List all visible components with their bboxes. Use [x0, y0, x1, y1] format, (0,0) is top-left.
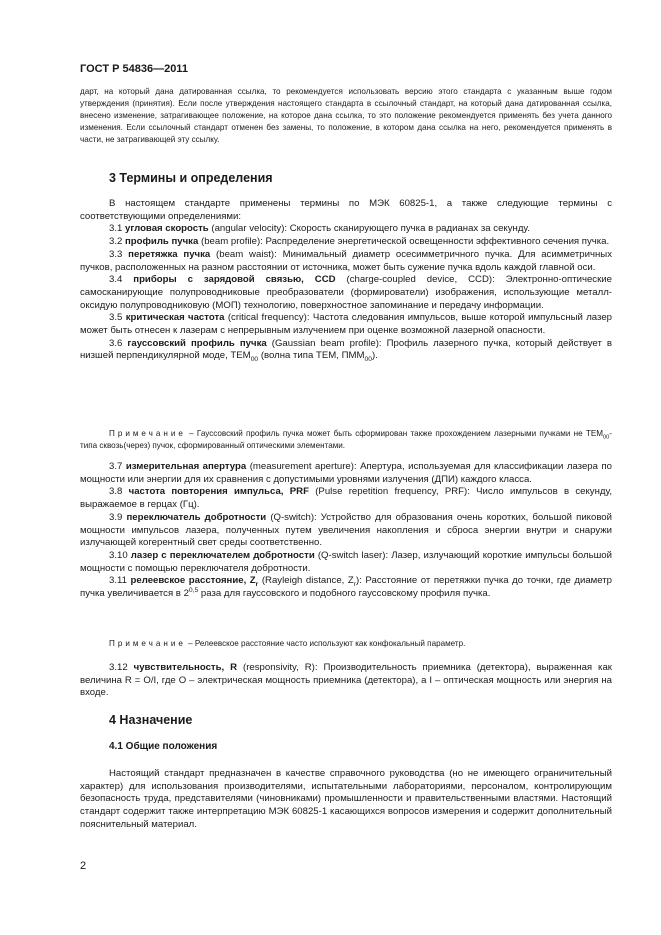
term-3-10: 3.10 лазер с переключателем добротности (Q-switch laser): Лазер, излучающий короткие импульсы большой мощности с помощью переключателя добротности. [80, 549, 612, 574]
section-4-body [80, 768, 612, 832]
intro-text: дарт, на который дана датированная ссылка, то рекомендуется использовать версию этого стандарта с указанным выше годом утверждения (принятия). Если после утверждения настоящего стандарта в ссылочный стандарт, на который дана датированная ссылка, внесено изменение, затрагивающее положение, на которое дана ссылка, то это положение рекомендуется применять без учета данного изменения. Если ссылочный стандарт отменен без замены, то положение, в котором дана ссылка на него, рекомендуется применять в части, не затрагивающей эту ссылку. [80, 87, 612, 144]
term-3-7: 3.7 измерительная апертура (measurement aperture): Апертура, используемая для классификации лазера по мощности или энергии для их сравнения с допустимыми уровнями излучения (ДПИ) каждого класса. [80, 461, 612, 485]
section-3-body-2 [80, 461, 612, 601]
document-header: ГОСТ Р 54836—2011 [80, 63, 188, 75]
term-3-4: 3.4 приборы с зарядовой связью, CCD (charge-coupled device, CCD): Электронно-оптические самосканирующие полупроводниковые преобразователи (формирователи) изображения, использующие металл-оксидую полупроводниковую (МОП) технологию, поверхностное запоминание и передачу информации. [80, 274, 612, 311]
note-1-label: Примечание [109, 429, 186, 438]
term-3-1: 3.1 угловая скорость (angular velocity): Скорость сканирующего пучка в радианах за секунду. [109, 223, 530, 235]
page-number: 2 [80, 860, 87, 872]
section-3-body-3 [80, 662, 612, 700]
section-4-heading: 4 Назначение [109, 713, 193, 727]
term-3-9: 3.9 переключатель добротности (Q-switch): Устройство для образования очень коротких, большой пиковой мощности импульсов лазера, полученных путем увеличения накопления и сброса энергии внутри и снаружи излучающей когерентный свет среды соответственно. [80, 511, 612, 549]
note-2: Примечание – Релеевское расстояние часто используют как конфокальный параметр. [109, 639, 466, 648]
section-3-body [80, 198, 612, 363]
term-3-8: 3.8 частота повторения импульса, PRF (Pulse repetition frequency, PRF): Число импульсов в секунду, выражаемое в герцах (Гц). [80, 486, 612, 511]
term-3-3: 3.3 перетяжка пучка (beam waist): Минимальный диаметр осесимметричного пучка. Для асимметричных пучков, расположенных на разном расстоянии от источника, может быть сужение пучка вдоль каждой главной оси. [80, 248, 612, 273]
section-4-1-text: Настоящий стандарт предназначен в качестве справочного руководства (но не имеющего ограничительный характер) для использования производителями, испытательными лабораториями, персоналом, контролирующим безопасность труда, представителями (чиновниками) промышленности и правительственными властями. Настоящий стандарт содержит также интерпретацию МЭК 60825-1 касающихся вопросов измерения и содержит дополнительный пояснительный материал. [80, 768, 612, 830]
intro-paragraph [80, 86, 612, 146]
section-3-lead: В настоящем стандарте применены термины по МЭК 60825-1, а также следующие термины с соответствующими определениями: [80, 198, 612, 222]
note-2-label: Примечание [109, 639, 186, 648]
note-1: Примечание – Гауссовский профиль пучка может быть сформирован также прохождением лазерными пучками не $ТЕМ_{00}$-типа сквозь(через) пучок, сформированный оптическими элементами. [80, 429, 612, 450]
term-3-2: 3.2 профиль пучка (beam profile): Распределение энергетической освещенности эффективного сечения пучка. [109, 236, 610, 248]
section-3-heading: 3 Термины и определения [109, 171, 273, 185]
term-3-6: 3.6 гауссовский профиль пучка (Gaussian beam profile): Профиль лазерного пучка, который действует в низшей перпендикулярной моде, $ТЕМ_{00}$ (волна типа ТЕМ, $ПММ_{00}$). [80, 337, 612, 364]
term-3-12: 3.12 чувствительность, R (responsivity, R): Производительность приемника (детектора), выраженная как величина R = O/I, где O – электрическая мощность приемника (детектора), а I – оптическая мощность или энергия на входе. [80, 662, 612, 699]
term-3-5: 3.5 критическая частота (critical frequency): Частота следования импульсов, выше которой импульсный лазер может быть отнесен к лазерам с непрерывным излучением при оценке возможной лазерной опасности. [80, 312, 612, 337]
section-4-1-heading: 4.1 Общие положения [109, 741, 218, 752]
term-3-11: 3.11 релеевское расстояние, $Z_r$ (Rayleigh distance, $Z_r$): Расстояние от перетяжки пучка до точки, где диаметр пучка увеличивается в 2$^{0,5}$ раза для гауссовского и подобного гауссовскому профиля пучка. [80, 575, 613, 600]
